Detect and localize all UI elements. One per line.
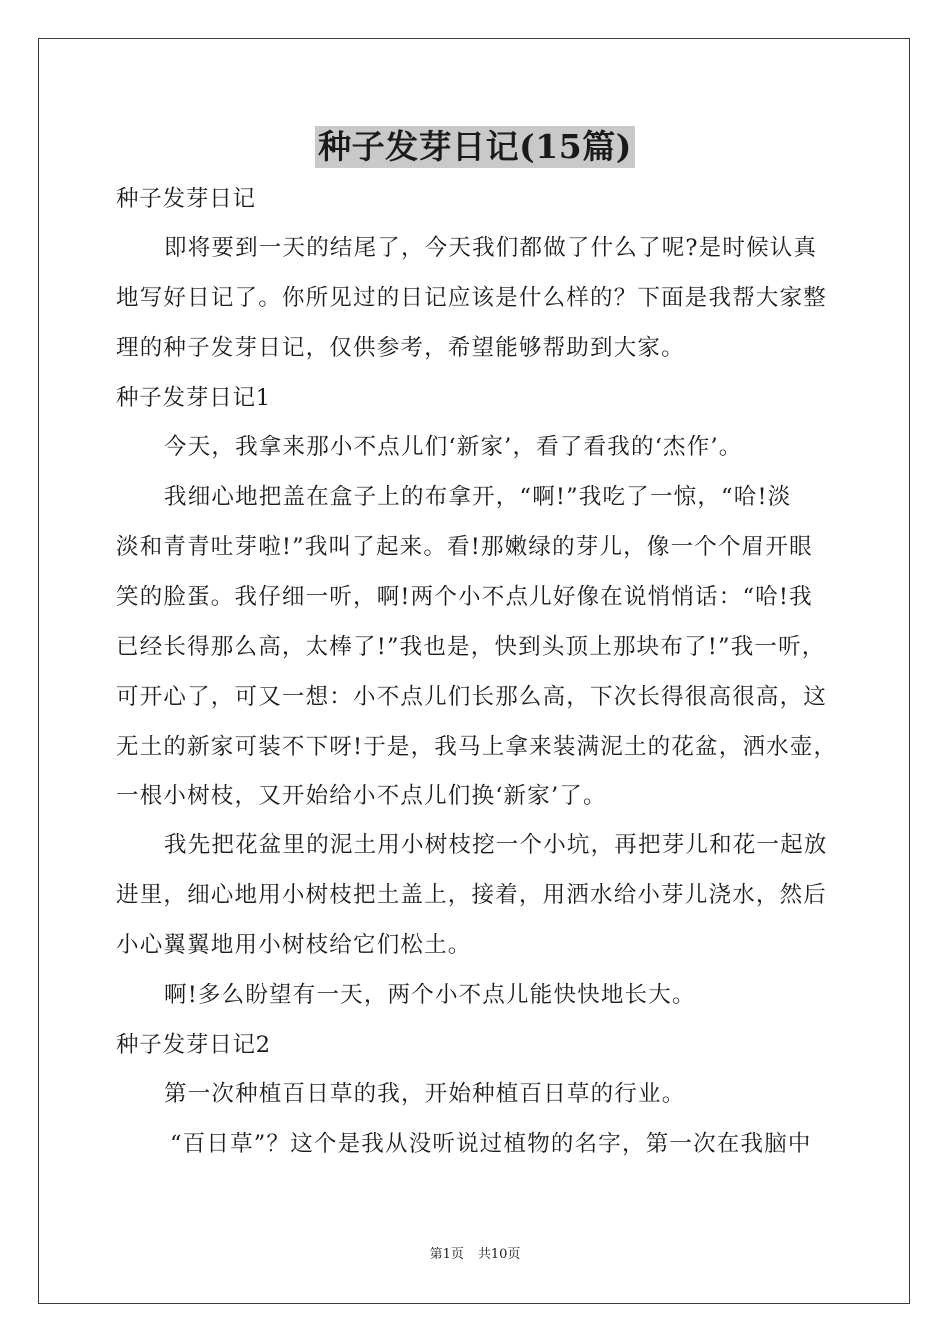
paragraph-line: 一根小树枝，又开始给小不点儿们换‘新家’了。: [116, 783, 607, 809]
intro-line: 理的种子发芽日记，仅供参考，希望能够帮助到大家。: [116, 335, 685, 361]
intro-line: 地写好日记了。你所见过的日记应该是什么样的？下面是我帮大家整: [116, 285, 828, 311]
paragraph-line: 笑的脸蛋。我仔细一听，啊!两个小不点儿好像在说悄悄话：“哈!我: [116, 584, 813, 610]
paragraph-line: 小心翼翼地用小树枝给它们松土。: [116, 932, 472, 958]
paragraph-line: 第一次种植百日草的我，开始种植百日草的行业。: [164, 1081, 686, 1107]
page-footer: [0, 1246, 950, 1264]
subtitle: 种子发芽日记: [116, 186, 256, 212]
section-heading-2: 种子发芽日记2: [116, 1032, 271, 1058]
paragraph-line: “百日草”？这个是我从没听说过植物的名字，第一次在我脑中: [170, 1131, 812, 1157]
paragraph-line: 无土的新家可装不下呀!于是，我马上拿来装满泥土的花盆，洒水壶，: [116, 734, 838, 760]
page-number: 第1页: [429, 1247, 464, 1262]
document-title: 种子发芽日记(15篇): [315, 126, 635, 168]
total-pages: 共10页: [477, 1247, 521, 1262]
page-border: [38, 38, 910, 1304]
paragraph-line: 啊!多么盼望有一天，两个小不点儿能快快地长大。: [164, 982, 696, 1008]
paragraph-line: 进里，细心地用小树枝把土盖上，接着，用洒水给小芽儿浇水，然后: [116, 882, 828, 908]
paragraph-line: 淡和青青吐芽啦!”我叫了起来。看!那嫩绿的芽儿，像一个个眉开眼: [116, 534, 813, 560]
paragraph-line: 我先把花盆里的泥土用小树枝挖一个小坑，再把芽儿和花一起放: [164, 832, 828, 858]
title-container: [0, 126, 950, 168]
paragraph-line: 可开心了，可又一想：小不点儿们长那么高，下次长得很高很高，这: [116, 684, 828, 710]
section-heading-1: 种子发芽日记1: [116, 385, 271, 411]
paragraph-line: 我细心地把盖在盒子上的布拿开，“啊!”我吃了一惊，“哈!淡: [164, 484, 792, 510]
intro-line: 即将要到一天的结尾了，今天我们都做了什么了呢?是时候认真: [164, 235, 818, 261]
paragraph-line: 已经长得那么高，太棒了!”我也是，快到头顶上那块布了!”我一听，: [116, 634, 826, 660]
paragraph-line: 今天，我拿来那小不点儿们‘新家’，看了看我的‘杰作’。: [164, 434, 743, 460]
